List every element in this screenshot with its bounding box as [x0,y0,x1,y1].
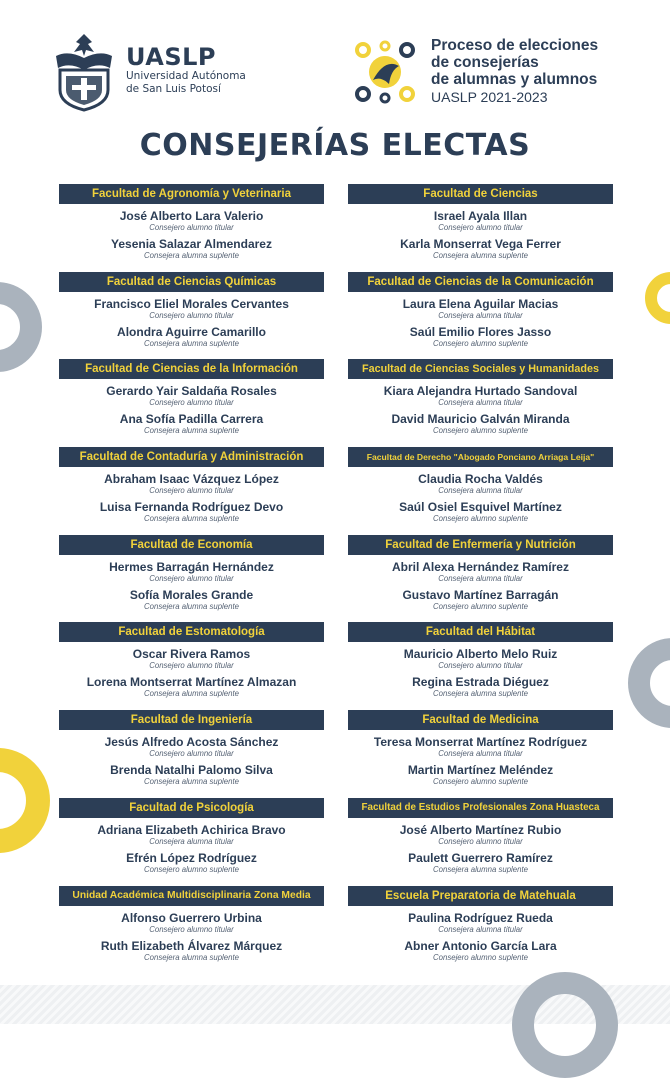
faculty-block [348,886,613,974]
faculty-header: Facultad de Economía [59,535,324,555]
titular-role: Consejera alumna titular [438,573,523,583]
titular-name: Mauricio Alberto Melo Ruiz [403,647,558,662]
titular-name: José Alberto Lara Valerio [119,209,264,223]
process-title-line-1: Proceso de elecciones [431,37,599,54]
titular-name: Abraham Isaac Vázquez López [104,472,279,487]
suplente-name: Paulett Guerrero Ramírez [408,850,553,865]
suplente-name: Saúl Osiel Esquivel Martínez [399,500,562,515]
suplente-role: Consejera alumna suplente [433,689,528,699]
faculty-header: Facultad de Ciencias Químicas [59,272,324,292]
titular-name: José Alberto Martínez Rubio [399,822,562,837]
decorative-ring [0,282,42,372]
suplente-name: Brenda Natalhi Palomo Silva [110,763,273,778]
titular-name: Paulina Rodríguez Rueda [408,910,553,925]
faculty-block [59,798,324,886]
election-process-logo [353,40,417,104]
faculty-block [59,359,324,447]
faculty-block [348,272,613,360]
faculty-block [59,710,324,798]
uaslp-shield-logo [48,30,120,112]
titular-role: Consejera alumna titular [438,749,523,759]
suplente-role: Consejero alumno suplente [144,864,239,874]
faculty-header: Facultad de Ciencias [348,184,613,204]
header [0,0,670,120]
decorative-ring [0,748,50,853]
titular-role: Consejero alumno titular [149,398,234,408]
faculty-column-right [348,184,613,973]
titular-role: Consejera alumna titular [149,836,234,846]
titular-role: Consejero alumno titular [149,924,234,934]
faculty-header: Facultad de Agronomía y Veterinaria [59,184,324,204]
titular-role: Consejera alumna titular [438,924,523,934]
suplente-name: Alondra Aguirre Camarillo [117,324,266,339]
suplente-role: Consejera alumna suplente [144,689,239,699]
titular-role: Consejero alumno titular [149,749,234,759]
faculty-block [348,710,613,798]
decorative-ring [628,638,670,728]
titular-name: Adriana Elizabeth Achirica Bravo [97,822,286,837]
titular-role: Consejero alumno titular [149,486,234,496]
suplente-name: Ana Sofía Padilla Carrera [119,412,264,427]
faculty-header: Facultad de Ciencias de la Información [59,359,324,379]
uaslp-subtitle-2: de San Luis Potosí [126,83,221,95]
faculty-block [59,447,324,535]
suplente-role: Consejero alumno suplente [433,601,528,611]
titular-name: Hermes Barragán Hernández [109,559,274,574]
faculty-block [348,535,613,623]
faculty-header: Facultad de Estomatología [59,622,324,642]
faculty-header: Facultad de Medicina [348,710,613,730]
faculty-column-left [59,184,324,973]
titular-role: Consejero alumno titular [149,223,234,232]
faculty-header: Facultad del Hábitat [348,622,613,642]
titular-name: Laura Elena Aguilar Macias [402,296,559,311]
suplente-role: Consejera alumna suplente [144,426,239,436]
suplente-role: Consejera alumna suplente [433,864,528,874]
suplente-role: Consejero alumno suplente [433,514,528,524]
titular-role: Consejera alumna titular [438,486,523,496]
suplente-name: Regina Estrada Diéguez [412,675,549,690]
suplente-role: Consejera alumna suplente [433,251,528,260]
titular-role: Consejero alumno titular [149,310,234,320]
faculty-header: Facultad de Estudios Profesionales Zona Huasteca [348,798,613,818]
titular-name: Claudia Rocha Valdés [418,472,543,487]
suplente-role: Consejera alumna suplente [144,251,239,260]
faculty-block [59,272,324,360]
faculty-block [59,535,324,623]
titular-name: Israel Ayala Illan [433,209,528,223]
faculty-header: Facultad de Enfermería y Nutrición [348,535,613,555]
suplente-name: Martin Martínez Meléndez [407,763,554,778]
titular-role: Consejero alumno titular [438,661,523,671]
suplente-role: Consejero alumno suplente [433,952,528,962]
suplente-name: Efrén López Rodríguez [126,850,257,865]
faculty-header: Facultad de Derecho "Abogado Ponciano Arriaga Leija" [348,447,613,467]
suplente-name: Ruth Elizabeth Álvarez Márquez [100,938,283,953]
titular-role: Consejero alumno titular [438,836,523,846]
titular-name: Jesús Alfredo Acosta Sánchez [104,735,279,750]
titular-name: Kiara Alejandra Hurtado Sandoval [383,384,578,399]
faculty-block [348,359,613,447]
titular-role: Consejero alumno titular [149,661,234,671]
suplente-role: Consejera alumna suplente [144,777,239,787]
faculty-block [348,184,613,272]
faculty-header: Facultad de Ingeniería [59,710,324,730]
titular-role: Consejero alumno titular [438,223,523,232]
suplente-name: Karla Monserrat Vega Ferrer [400,237,561,251]
uaslp-subtitle-1: Universidad Autónoma [126,70,246,82]
suplente-name: Luisa Fernanda Rodríguez Devo [99,500,284,515]
faculty-header: Facultad de Psicología [59,798,324,818]
faculty-header: Escuela Preparatoria de Matehuala [348,886,613,906]
process-years: UASLP 2021-2023 [431,89,548,105]
suplente-name: Abner Antonio García Lara [404,938,557,953]
page-title: CONSEJERÍAS ELECTAS [139,128,531,163]
faculty-block [348,622,613,710]
process-title-line-2: de consejerías [431,54,539,71]
suplente-role: Consejero alumno suplente [433,338,528,348]
suplente-name: Lorena Montserrat Martínez Almazan [86,675,297,690]
faculty-block [59,886,324,974]
faculty-header: Unidad Académica Multidisciplinaria Zona Media [59,886,324,906]
decorative-ring [512,972,618,1078]
titular-role: Consejera alumna titular [438,310,523,320]
suplente-name: David Mauricio Galván Miranda [391,412,570,427]
titular-name: Teresa Monserrat Martínez Rodríguez [373,735,588,750]
suplente-name: Saúl Emilio Flores Jasso [409,324,552,339]
suplente-role: Consejera alumna suplente [144,952,239,962]
titular-name: Francisco Eliel Morales Cervantes [94,296,289,311]
faculty-header: Facultad de Ciencias Sociales y Humanidades [348,359,613,379]
process-title-line-3: de alumnas y alumnos [431,71,598,88]
suplente-name: Sofía Morales Grande [129,587,254,602]
suplente-role: Consejera alumna suplente [144,514,239,524]
suplente-name: Gustavo Martínez Barragán [402,587,559,602]
suplente-role: Consejera alumna suplente [144,601,239,611]
titular-name: Alfonso Guerrero Urbina [121,910,262,925]
faculty-header: Facultad de Ciencias de la Comunicación [348,272,613,292]
faculty-header: Facultad de Contaduría y Administración [59,447,324,467]
titular-role: Consejero alumno titular [149,573,234,583]
faculty-block [348,447,613,535]
decorative-ring [645,272,670,324]
titular-name: Abril Alexa Hernández Ramírez [392,559,569,574]
suplente-role: Consejero alumno suplente [433,777,528,787]
titular-name: Gerardo Yair Saldaña Rosales [106,384,277,399]
faculty-block [348,798,613,886]
suplente-role: Consejero alumno suplente [433,426,528,436]
uaslp-name: UASLP [126,43,216,71]
faculty-block [59,622,324,710]
titular-name: Oscar Rivera Ramos [132,647,251,662]
suplente-role: Consejera alumna suplente [144,338,239,348]
faculty-block [59,184,324,272]
titular-role: Consejera alumna titular [438,398,523,408]
suplente-name: Yesenia Salazar Almendarez [111,237,272,251]
